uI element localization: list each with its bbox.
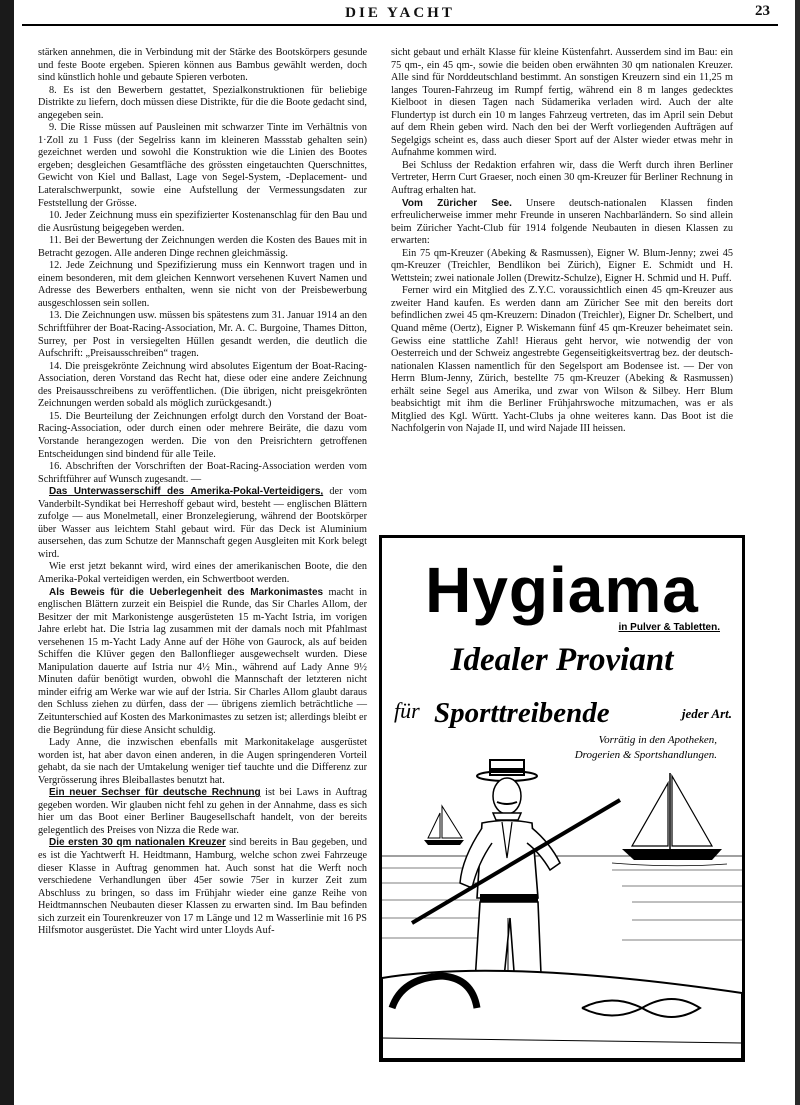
article-heading: Als Beweis für die Ueberlegenheit des Markonimastes — [49, 586, 324, 598]
sailboat-distant-icon — [424, 806, 464, 845]
article-body: macht in englischen Blättern zurzeit ein Beispiel die Runde, das Sir Charles Allom, der Besitzer der mit Markonistenge ausgerüsteten 15 m-Yacht Istria, im vorigen Jahre erlebt hat. Die Istria lag zusammen mit der damals noch mit Pfahlmast versehenen 15 m-Yacht Lady Anne auf der Höhe von Gaurock, als auf beiden Schiffen die Klüver gegen den Ballonflieger ausgewechselt wurden. Diese Manipulation dauerte auf Istria nur 4½ Min., während auf Lady Anne 9½ Minuten dafür benötigt wurden, obwohl die Mannschaft der letzteren nicht minder eifrig am Werke war wie auf der Istria. Sir Charles Allom glaubt daraus den Schluss ziehen zu dürfen, dass der — übrigens ziemlich beträchtliche — Zeitunterschied auf Kosten des Markonimastes zu setzen ist; allerdings bleibt er die Begründung für diese Ansicht schuldig. — [38, 586, 367, 736]
article-heading: Vom Züricher See. — [402, 197, 512, 209]
paragraph: sicht gebaut und erhält Klasse für kleine Küstenfahrt. Ausserdem sind im Bau: ein 75 qm-, ein 45 qm-, sowie die beiden oben erwähnten 30 qm nationalen Kreuzer. Alle sind für Norddeutschland bestimmt. An sonstigen Kreuzern sind ein 11,25 m langes Touren-Fahrzeug im Rumpf fertig, während ein 8 m langes gedecktes Kielboot in diesen Tagen nach Südamerika verladen wird. Auch der alte Flundertyp ist durch ein 10 m langes Fahrzeug vertreten, das im April sein Debut auf dem Rhein geben wird. Nach den bei der Werft vorliegenden Aufträgen auf Segelgigs scheint es, dass auch dieser Sport auf der Alster wieder etwas mehr in Aufnahme kommen wird. — [391, 47, 733, 159]
ad-form-note: in Pulver & Tabletten. — [618, 622, 720, 633]
hygiama-advertisement — [379, 535, 745, 1062]
paragraph-rule-15: 15. Die Beurteilung der Zeichnungen erfolgt durch den Vorstand der Boat-Racing-Association, oder durch einen oder mehrere Beiräte, die dazu vom Vorstande herangezogen werden. Die von den Preisrichtern getroffenen Entscheidungen sind bindend für alle Teile. — [38, 410, 367, 460]
paragraph-rule-16: 16. Abschriften der Vorschriften der Boat-Racing-Association werden vom Schriftführer auf Wunsch zugesandt. — — [38, 461, 367, 485]
ad-slogan-main: Sporttreibende — [434, 697, 610, 729]
paragraph-rule-12: 12. Jede Zeichnung und Spezifizierung muss ein Kennwort tragen und in einem besonderen, mit dem gleichen Kennwort versehenen Kuvert Namen und Adresse des Bewerbers enthalten, wenn sie nicht von der Preisbewerbung ausgeschlossen sein sollen. — [38, 260, 367, 309]
article-new-sechser — [38, 787, 367, 837]
sailboat-icon — [612, 773, 727, 866]
left-column — [38, 47, 367, 938]
journal-title: DIE YACHT — [345, 5, 455, 21]
ad-slogan-line-1: Idealer Proviant — [450, 642, 674, 678]
paragraph-rule-11: 11. Bei der Bewertung der Zeichnungen werden die Kosten des Baues mit in Betracht gezogen. Alle anderen Dinge rechnen gleichmässig. — [38, 235, 367, 259]
article-30qm-kreuzer — [38, 837, 367, 937]
article-america-cup — [38, 486, 367, 561]
ad-slogan-prefix: für — [394, 698, 420, 723]
paragraph: Ein 75 qm-Kreuzer (Abeking & Rasmussen), Eigner W. Blum-Jenny; zwei 45 qm-Kreuzer (Treichler, Bendlikon bei Zürich), Eigner E. Schmidt und H. Wettstein; zwei nationale Jollen (Drewitz-Schulze), Eigner H. Schmid und H. Puff. — [391, 247, 733, 284]
paragraph-rule-9: 9. Die Risse müssen auf Pausleinen mit schwarzer Tinte im Verhältnis von 1·Zoll zu 1 Fuss (der Segelriss kann im kleineren Massstab gehalten sein) gezeichnet werden und sowohl die Konstruktion wie die Linien des Bootes ergeben; desgleichen Gesamtfläche des grössten eingetauchten Querschnittes, Gewicht von Kiel und Ballast, Lage von Segel-System, -Deplacement- und Lateralschwerpunkt, sowie eine Aufstellung der Vermessungsdaten zur Feststellung der Grösse. — [38, 122, 367, 209]
ad-slogan-line-2 — [394, 697, 732, 729]
article-heading: Das Unterwasserschiff des Amerika-Pokal-Verteidigers, — [49, 486, 324, 498]
ad-brand: Hygiama — [425, 554, 699, 626]
scan-edge-left — [0, 0, 14, 1105]
article-body: der vom Vanderbilt-Syndikat bei Herreshoff gebaut wird, besteht — englischen Blättern zufolge — aus Monelmetall, einer Bronzelegierung, während der Bootskörper über Wasser aus leichtem Stahl gebaut wird. Für das Deck ist Aluminium ausersehen, das zum Schutze der Mannschaft gegen Ausgleiten mit Kork belegt wird. — [38, 486, 368, 560]
paragraph: stärken annehmen, die in Verbindung mit der Stärke des Bootskörpers gesunde und feste Boote ergeben. Spieren können aus Bambus gewählt werden, doch sind künstlich hohle und gebaute Spieren verboten. — [38, 47, 367, 84]
ad-slogan-suffix: jeder Art. — [681, 706, 732, 721]
article-zuericher-see — [391, 198, 733, 248]
boat-deck — [382, 971, 742, 1059]
paragraph: Lady Anne, die inzwischen ebenfalls mit Markonitakelage ausgerüstet worden ist, hat aber davon einen anderen, in die Augen springenderen Vorteil gehabt, da sie nach der Umtakelung weniger tief tauchte und die Differenz zur Vergrösserung ihres Bleiballastes benutzt hat. — [38, 737, 367, 786]
running-header — [22, 3, 778, 23]
paragraph-rule-14: 14. Die preisgekrönte Zeichnung wird absolutes Eigentum der Boat-Racing-Association, deren Vorstand das Recht hat, diese oder eine andere Zeichnung des Preisausschreibens zu veröffentlichen. (Die übrigen, nicht preisgekrönten Zeichnungen werden sobald als möglich zurückgesandt.) — [38, 360, 367, 410]
paragraph-rule-8: 8. Es ist den Bewerbern gestattet, Spezialkonstruktionen für beliebige Distrikte zu liefern, doch müssen diese Distrikte, für die die Boote gedacht sind, angegeben sein. — [38, 84, 367, 121]
article-heading: Ein neuer Sechser für deutsche Rechnung — [49, 787, 261, 799]
header-rule — [22, 24, 778, 26]
scan-edge-right — [795, 0, 800, 1105]
ad-availability-1: Vorrätig in den Apotheken, — [598, 734, 717, 746]
paragraph-rule-13: 13. Die Zeichnungen usw. müssen bis spätestens zum 31. Januar 1914 an den Schriftführer der Boat-Racing-Association, Mr. A. C. Burgoine, Thames Ditton, Surrey, per Post in versiegelten Hüllen gesandt werden, die deutlich die Aufschrift: „Preisausschreiben“ tragen. — [38, 310, 367, 360]
article-heading: Die ersten 30 qm nationalen Kreuzer — [49, 837, 226, 849]
page-number: 23 — [755, 3, 770, 19]
sailor-figure — [412, 760, 620, 998]
paragraph: Bei Schluss der Redaktion erfahren wir, dass die Werft durch ihren Berliner Vertreter, Herrn Curt Graeser, noch einen 30 qm-Kreuzer für Berliner Rechnung in Auftrag erhalten hat. — [391, 159, 733, 197]
right-column — [391, 47, 733, 436]
article-body: ist bei Laws in Auftrag gegeben worden. Wir glauben nicht fehl zu gehen in der Annahme, dass es sich hier um das Boot einer Berliner Baugesellschaft handelt, von der bereits gelegentlich des Preises von Nizza die Rede war. — [38, 787, 367, 836]
paragraph: Wie erst jetzt bekannt wird, wird eines der amerikanischen Boote, die den Amerika-Pokal verteidigen werden, ein Schwertboot werden. — [38, 561, 367, 585]
sea-illustration — [382, 856, 742, 940]
paragraph-rule-10: 10. Jeder Zeichnung muss ein spezifizierter Kostenanschlag für den Bau und die Ausrüstung beigegeben werden. — [38, 210, 367, 234]
advertisement-artwork — [382, 538, 742, 1059]
article-body: Unsere deutsch-nationalen Klassen finden erfreulicherweise immer mehr Freunde in unseren Nachbarländern. So sind allein beim Züricher Yacht-Club für 1914 folgende Neubauten in diesen Klassen zu erwarten: — [391, 197, 733, 247]
article-body: sind bereits in Bau gegeben, und es ist die Yachtwerft H. Heidtmann, Hamburg, welche schon zwei Fahrzeuge dieser Klasse in Auftrag genommen hat. Auch sonst hat die Werft noch verschiedene Verhandlungen über 45er sowie 75er in kurzer Zeit zum Abschluss zu bringen, so dass im Frühjahr wieder eine ganze Reihe von Heidtmannschen Neubauten dieser Klassen zu erwarten sind. Im Bau befinden sich zurzeit ein Tourenkreuzer von 17 m Länge und 12 m Wasserlinie mit 16 PS Hilfsmotor ausgerüstet. Die Yacht wird unter Lloyds Auf- — [38, 837, 367, 937]
ad-availability-2: Drogerien & Sportshandlungen. — [574, 749, 717, 761]
paragraph: Ferner wird ein Mitglied des Z.Y.C. voraussichtlich einen 45 qm-Kreuzer aus zweiter Hand kaufen. Es werden dann am Züricher See mit den bereits dort befindlichen zwei 45 qm-Kreuzern: Dinadon (Treichler), Eigner Dr. Schelbert, und Quand même (Oertz), Eigner P. Wiskemann fünf 45 qm-Kreuzer beheimatet sein. Gewiss eine stattliche Zahl! Hieraus geht hervor, wie notwendig der von Oesterreich und der Schweiz angestrebte Gegenseitigkeitsvertrag bez. der deutsch-nationalen Klassen namentlich für den Segelsport am Bodensee ist. — Der von Herrn Blum-Jenny, Zürich, bestellte 75 qm-Kreuzer (Abeking & Rasmussen) erhält seine Segel aus Amerika, und zwar von Wilson & Silbey. Herr Blum beabsichtigt mit ihm die Berliner Frühjahrswoche mitzumachen, was er als Mitglied des Kgl. Württ. Yacht-Clubs ja ohne weiteres kann. Das Boot ist die Nachfolgerin von Najade II, und wird Najade III heissen. — [391, 285, 733, 435]
article-markoni-mast — [38, 587, 367, 738]
